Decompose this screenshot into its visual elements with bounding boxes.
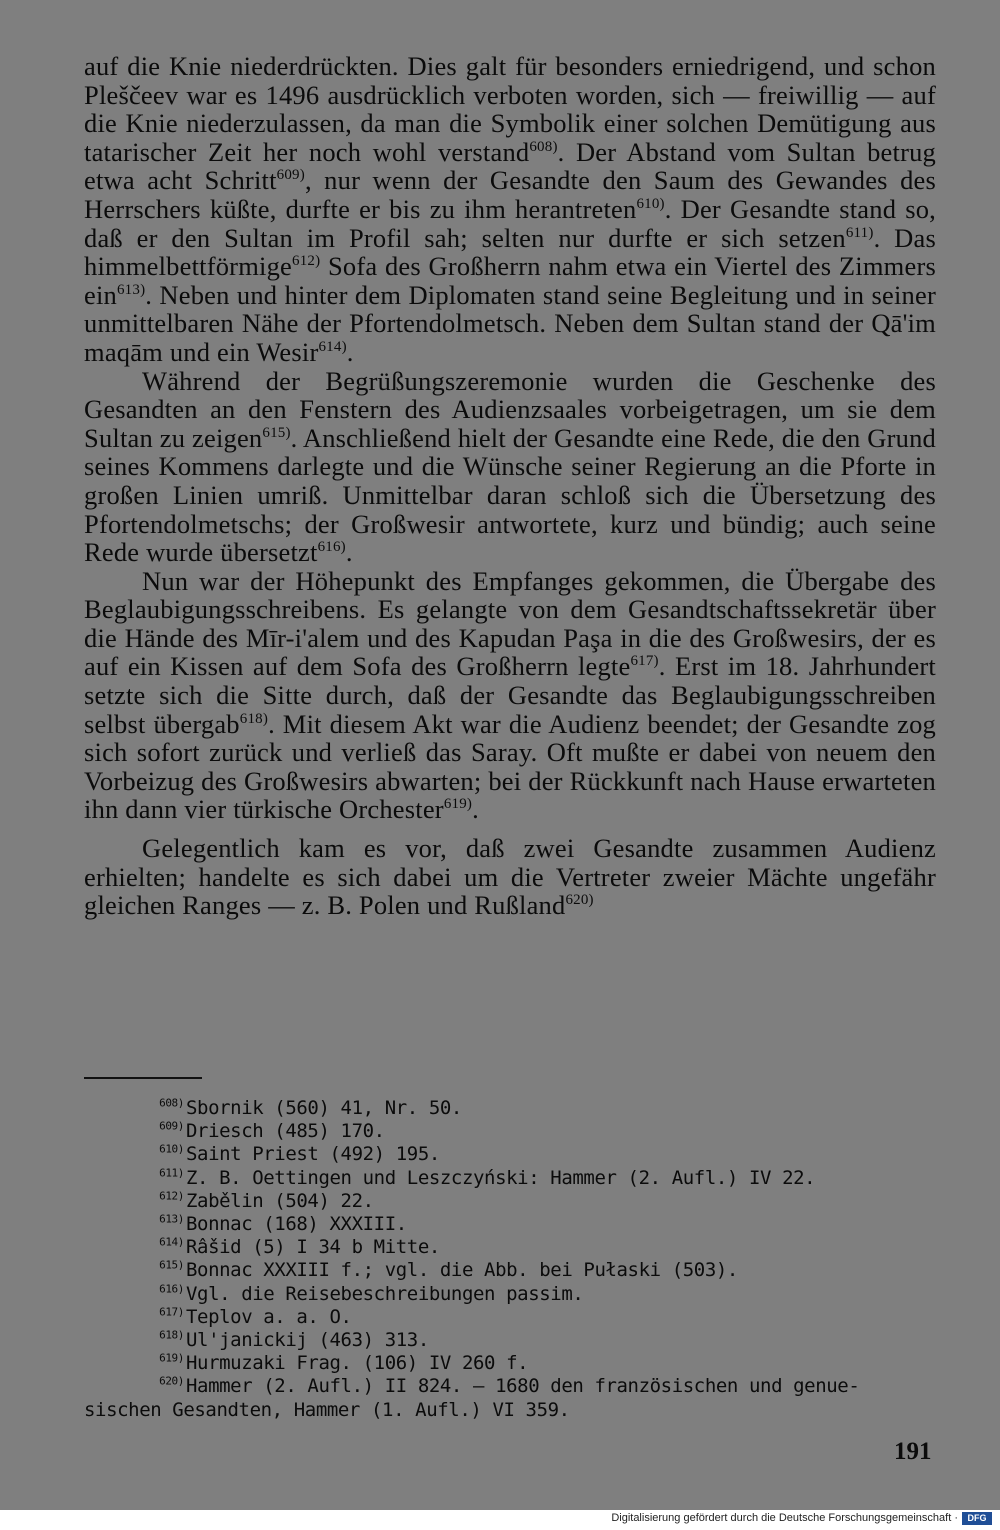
text-run: . Erst im 18. Jahrhundert setzte sich die Sitte durch, daß der Gesandte das Beglaubigungsschreiben selbst übergab	[84, 651, 936, 739]
text-run: .	[345, 537, 353, 568]
footnote-ref: 616)	[317, 539, 346, 556]
footnotes	[84, 1097, 944, 1422]
footnote-number-text: 619)	[159, 1351, 184, 1365]
footnote-text: Teplov a. a. O.	[186, 1305, 352, 1328]
text-run: auf die Knie niederdrückten. Dies galt für besonders erniedrigend, und schon Pleščeev war es 1496 ausdrücklich verboten worden, sich — freiwillig — auf die Knie niederzulassen, da man die Symbolik einer solchen Demütigung aus tatarischer Zeit her noch wohl verstand	[84, 51, 936, 167]
text-run: . Der Gesandte stand so, daß er den Sultan im Profil sah; selten nur durfte er sich setzen	[84, 193, 937, 253]
footnote-text: Hammer (2. Aufl.) II 824. — 1680 den französischen und genue-	[186, 1375, 860, 1398]
footnote-ref: 614)	[318, 339, 347, 356]
text-run: Nun war der Höhepunkt des Empfanges gekommen, die Übergabe des Beglaubigungsschreibens. Es gelangte von dem Gesandtschaftssekretär über die Hände des Mīr-i'alem und des Kapudan Paşa in die des Großwesirs, der es auf ein Kissen auf dem Sofa des Großherrn legte	[84, 565, 936, 682]
footnote-text: Hurmuzaki Frag. (106) IV 260 f.	[186, 1352, 529, 1375]
footer-credit: Digitalisierung gefördert durch die Deutsche Forschungsgemeinschaft ·	[611, 1512, 958, 1524]
footnote-number	[84, 1329, 186, 1352]
footnote-number	[84, 1259, 186, 1282]
text-run: .	[346, 336, 354, 367]
footnote-text: Zabělin (504) 22.	[186, 1189, 374, 1212]
footnote-number	[84, 1352, 186, 1375]
footnote-number	[84, 1375, 186, 1398]
text-run: . Anschließend hielt der Gesandte eine Rede, die den Grund seines Kommens darlegte und die Wünsche seiner Regierung an die Pforte in großen Linien umriß. Unmittelbar daran schloß sich die Übersetzung des Pfortendolmetschs; der Großwesir antwortete, kurz und bündig; auch seine Rede wurde übersetzt	[84, 422, 936, 568]
footnote-ref: 608)	[529, 138, 558, 155]
footnote	[84, 1306, 944, 1329]
footnote	[84, 1283, 944, 1306]
main-text	[84, 52, 936, 920]
text-run: . Der Abstand vom Sultan betrug etwa acht Schritt	[84, 136, 936, 196]
footnote-number	[84, 1190, 186, 1213]
footnote	[84, 1213, 944, 1236]
text-run: .	[472, 794, 479, 825]
text-run: . Neben und hinter dem Diplomaten stand seine Begleitung und in seiner unmittelbaren Nähe der Pfortendolmetsch. Neben dem Sultan stand der Qā'im maqām und ein Wesir	[84, 279, 936, 367]
footnote-ref: 611)	[845, 224, 874, 241]
footnote-text: Bonnac (168) XXXIII.	[186, 1213, 407, 1236]
footnote-ref: 613)	[116, 281, 146, 298]
footnote-text: Bonnac XXXIII f.; vgl. die Abb. bei Pułaski (503).	[186, 1259, 738, 1282]
page-number: 191	[894, 1438, 932, 1465]
footnote-ref: 617)	[630, 653, 659, 670]
footnote-number-text: 614)	[159, 1235, 184, 1249]
text-run: Gelegentlich kam es vor, daß zwei Gesandte zusammen Audienz erhielten; handelte es sich dabei um die Vertreter zweier Mächte ungefähr gleichen Ranges — z. B. Polen und Rußland	[84, 833, 936, 921]
footnote	[84, 1167, 944, 1190]
footnote	[84, 1375, 944, 1398]
footnote-number-text: 620)	[159, 1375, 184, 1389]
footnote-number-text: 616)	[159, 1282, 184, 1296]
footnote	[84, 1097, 944, 1120]
text-run: . Mit diesem Akt war die Audienz beendet; der Gesandte zog sich sofort zurück und verließ das Saray. Oft mußte er dabei von neuem den Vorbeizug des Großwesirs abwarten; bei der Rückkunft nach Hause erwarteten ihn dann vier türkische Orchester	[84, 708, 936, 825]
footnote	[84, 1329, 944, 1352]
text-run: Sofa des Großherrn nahm etwa ein Viertel des Zimmers ein	[84, 251, 936, 310]
footnote	[84, 1143, 944, 1166]
text-run: , nur wenn der Gesandte den Saum des Gewandes des Herrschers küßte, durfte er bis zu ihm herantreten	[84, 165, 936, 224]
footnote-number	[84, 1213, 186, 1236]
footnote-number	[84, 1167, 186, 1190]
footnote-text: Sbornik (560) 41, Nr. 50.	[186, 1097, 462, 1119]
footnote-ref: 615)	[262, 424, 291, 441]
footnote-number-text: 613)	[159, 1212, 184, 1226]
footnote	[84, 1352, 944, 1375]
footnote-text: Râšid (5) I 34 b Mitte.	[186, 1236, 440, 1259]
footnote-ref: 610)	[636, 196, 665, 213]
footnote	[84, 1259, 944, 1282]
footnote-text: Saint Priest (492) 195.	[186, 1143, 440, 1166]
footnote-number-text: 612)	[159, 1189, 184, 1203]
footnote-text: Z. B. Oettingen und Leszczyński: Hammer (2. Aufl.) IV 22.	[186, 1166, 816, 1189]
dfg-logo: DFG	[962, 1512, 992, 1525]
footnote	[84, 1236, 944, 1259]
paragraph	[84, 52, 936, 367]
footnote	[84, 1190, 944, 1213]
footnote-number-text: 617)	[159, 1305, 184, 1319]
footnote-number-text: 615)	[159, 1259, 184, 1273]
footnote-number	[84, 1283, 186, 1306]
footnote-ref: 619)	[443, 796, 473, 813]
footnote-text: Ul'janickij (463) 313.	[186, 1329, 429, 1352]
footnote-number	[84, 1236, 186, 1259]
footnote	[84, 1120, 944, 1143]
paragraph	[84, 834, 936, 920]
footnote-ref: 620)	[565, 892, 594, 909]
footnote-ref: 612)	[292, 253, 321, 270]
footnote-number	[84, 1143, 186, 1166]
footnote-number-text: 611)	[159, 1166, 184, 1180]
footnote-number-text: 618)	[159, 1328, 184, 1342]
footnote-number	[84, 1306, 186, 1329]
text-run: . Das himmelbettförmige	[84, 222, 936, 282]
paragraph	[84, 567, 936, 824]
footnote-text: Driesch (485) 170.	[186, 1120, 385, 1143]
footnote-ref: 618)	[239, 710, 269, 727]
paragraph	[84, 367, 936, 567]
footnote-number	[84, 1120, 186, 1143]
footnote-separator	[84, 1077, 202, 1079]
footnote-number-text: 609)	[159, 1119, 184, 1133]
footnote-continuation: sischen Gesandten, Hammer (1. Aufl.) VI 359.	[84, 1398, 570, 1421]
footnote-text: Vgl. die Reisebeschreibungen passim.	[186, 1282, 584, 1305]
footnote-ref: 609)	[276, 167, 305, 184]
footnote-number	[84, 1097, 186, 1120]
footnote-number-text: 610)	[159, 1143, 184, 1157]
text-run: Während der Begrüßungszeremonie wurden die Geschenke des Gesandten an den Fenstern des Audienzsaales vorbeigetragen, um sie dem Sultan zu zeigen	[84, 365, 936, 453]
footnote-number-text: 608)	[159, 1096, 184, 1110]
